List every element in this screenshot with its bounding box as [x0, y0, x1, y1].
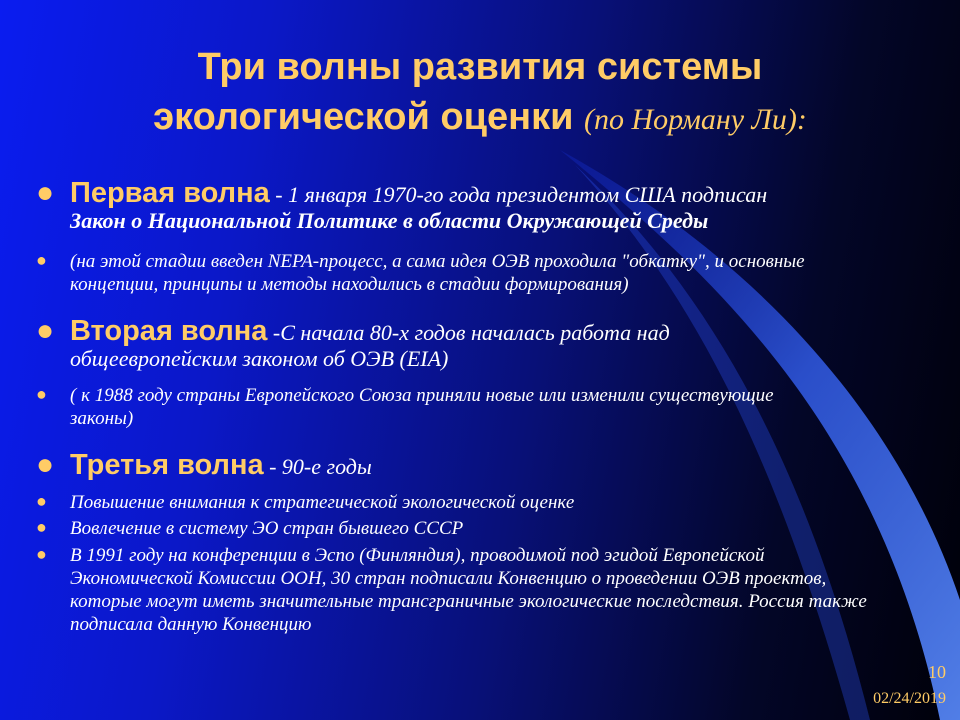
bullet-icon: ●: [36, 384, 47, 404]
wave-1-law: Закон о Национальной Политике в области Окружающей Среды: [70, 208, 709, 233]
bullet-icon: ●: [36, 517, 47, 537]
page-number: 10: [928, 662, 946, 682]
title-line-2: экологической оценки: [153, 96, 574, 138]
wave-2-heading: Вторая волна: [70, 315, 268, 347]
wave-1-separator: -: [269, 182, 289, 207]
wave-2-description: С начала 80-х годов началась работа над общеевропейским законом об ОЭВ (EIA): [70, 320, 670, 371]
title-line-1: Три волны развития системы: [197, 46, 763, 88]
slide-date: 02/24/2019: [873, 690, 946, 707]
wave-1-heading: Первая волна: [70, 177, 270, 209]
bullet-icon: ●: [36, 448, 55, 481]
bullet-icon: ●: [36, 491, 47, 511]
wave-3-heading: Третья волна: [70, 449, 264, 481]
bullet-icon: ●: [36, 544, 47, 564]
wave-1-description: 1 января 1970-го года президентом США подписан: [288, 182, 768, 207]
wave-3-separator: -: [263, 454, 282, 479]
wave-1-note-text: (на этой стадии введен NEPA-процесс, а сама идея ОЭВ проходила "обкатку", и основные концепции, принципы и методы находились в стадии формирования): [70, 251, 805, 295]
wave-3-note-2-text: Вовлечение в систему ЭО стран бывшего СССР: [70, 518, 464, 539]
title-subtitle: (по Норману Ли):: [584, 103, 807, 136]
wave-2-text: [70, 315, 830, 372]
wave-2-note-text: ( к 1988 году страны Европейского Союза приняли новые или изменили существующие законы): [70, 385, 774, 429]
wave-2-separator: -: [267, 320, 281, 345]
wave-3-text: [70, 449, 930, 481]
wave-3-description: 90-е годы: [281, 454, 372, 479]
wave-1-text: [70, 177, 930, 234]
wave-3-note-3-text: В 1991 году на конференции в Эспо (Финляндия), проводимой под эгидой Европейской Экономической Комиссии ООН, 30 стран подписали Конвенцию о проведении ОЭВ проектов, которые могут иметь значительные трансграничные экологические последствия. Россия также подписала данную Конвенцию: [70, 545, 867, 635]
slide-title: [40, 42, 920, 145]
bullet-icon: ●: [36, 250, 47, 270]
wave-3-note-1-text: Повышение внимания к стратегической экологической оценке: [70, 492, 575, 513]
bullet-icon: ●: [36, 176, 55, 209]
bullet-icon: ●: [36, 314, 55, 347]
